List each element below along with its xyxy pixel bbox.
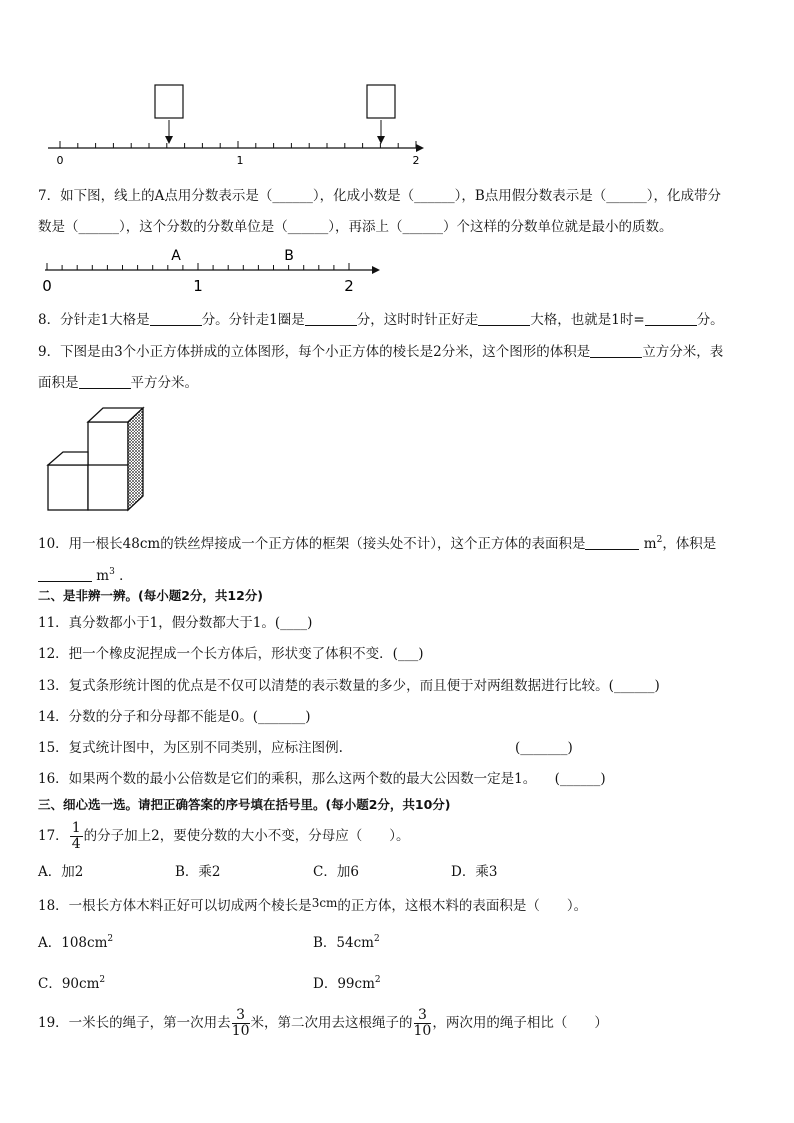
q14: 14．分数的分子和分母都不能是0。(_______): [38, 709, 311, 725]
tick-label-2: 2: [412, 154, 420, 167]
axis-arrow-icon: [416, 144, 424, 152]
number-line-1: [38, 80, 438, 170]
q8: 8．分针走1大格是 分。分针走1圈是 分，这时时针正好走 大格，也就是1时= 分。: [38, 312, 724, 328]
option-c[interactable]: C．$90cm^2$: [38, 975, 106, 992]
fraction: $\frac{3}{10}$: [231, 1007, 250, 1039]
q17: 17． $\frac{1}{4}$ 的分子加上2，要使分数的大小不变，分母应（ ）。: [38, 820, 410, 852]
q18-options-row2: [38, 970, 768, 994]
q18: 18．一根长方体木料正好可以切成两个棱长是3cm的正方体，这根木料的表面积是（ ）。: [38, 896, 588, 914]
blank[interactable]: [645, 311, 697, 326]
axis-ticks: [47, 263, 349, 270]
blank[interactable]: [585, 535, 639, 550]
point-b-label: B: [284, 248, 294, 264]
fraction: $\frac{1}{4}$: [71, 820, 81, 852]
q16-blank[interactable]: (______): [554, 771, 606, 787]
q10-line2: $m^3$ ．: [38, 562, 768, 586]
blank[interactable]: [590, 343, 642, 358]
answer-box-right[interactable]: [367, 85, 395, 118]
q18-options-row1: [38, 929, 768, 953]
q11: 11．真分数都小于1，假分数都大于1。(____): [38, 615, 313, 631]
blank[interactable]: [150, 311, 202, 326]
option-a[interactable]: A．$108cm^2$: [38, 934, 114, 951]
axis-arrow-icon: [372, 266, 380, 274]
blank[interactable]: [38, 567, 92, 582]
q12: 12．把一个橡皮泥捏成一个长方体后，形状变了体积不变．(___): [38, 646, 424, 662]
q15: 15．复式统计图中，为区别不同类别，应标注图例. (_______): [38, 740, 573, 756]
blank[interactable]: [478, 311, 530, 326]
blank[interactable]: [79, 374, 131, 389]
q17-options: [38, 862, 768, 882]
option-d[interactable]: D．$99cm^2$: [313, 975, 381, 992]
fraction: $\frac{3}{10}$: [413, 1007, 432, 1039]
q19: 19．一米长的绳子，第一次用去 $\frac{3}{10}$ 米，第二次用去这根绳子的 $\frac{3}{10}$ ，两次用的绳子相比（ ）: [38, 1007, 608, 1039]
tick-label-1: 1: [236, 154, 244, 167]
axis-ticks: [60, 141, 416, 148]
q13: 13．复式条形统计图的优点是不仅可以清楚的表示数量的多少，而且便于对两组数据进行比较。(______): [38, 678, 660, 694]
q9-line1: 9．下图是由3个小正方体拼成的立体图形，每个小正方体的棱长是2分米，这个图形的体积是 立方分米，表: [38, 344, 724, 360]
q15-blank[interactable]: (_______): [515, 740, 573, 756]
q16: 16．如果两个数的最小公倍数是它们的乘积，那么这两个数的最大公因数一定是1。 (______): [38, 771, 606, 787]
tick-label-0: 0: [56, 154, 64, 167]
option-c[interactable]: C．加6: [313, 864, 359, 880]
blank[interactable]: [305, 311, 357, 326]
tick-label-1: 1: [193, 277, 203, 295]
tick-label-0: 0: [42, 277, 52, 295]
arrow-right-head: [377, 136, 385, 144]
section-3-heading: 三、细心选一选。请把正确答案的序号填在括号里。(每小题2分，共10分): [38, 797, 451, 812]
option-d[interactable]: D．乘3: [451, 864, 498, 880]
q10-line1: 10．用一根长48cm的铁丝焊接成一个正方体的框架（接头处不计），这个正方体的表面积是 $m^2$，体积是: [38, 535, 717, 552]
number-line-2: [38, 246, 398, 296]
q9-line2: 面积是 平方分米。: [38, 375, 198, 391]
arrow-left-head: [165, 136, 173, 144]
tick-label-2: 2: [344, 277, 354, 295]
option-b[interactable]: B．$54cm^2$: [313, 934, 380, 951]
q7-line2: 数是（______），这个分数的分数单位是（______），再添上（______）个这样的分数单位就是最小的质数。: [38, 219, 673, 235]
option-a[interactable]: A．加2: [38, 864, 84, 880]
point-a-label: A: [171, 248, 181, 264]
cube-figure: [45, 402, 155, 514]
option-b[interactable]: B．乘2: [175, 864, 221, 880]
section-2-heading: 二、是非辨一辨。(每小题2分，共12分): [38, 588, 264, 603]
answer-box-left[interactable]: [155, 85, 183, 118]
q7-line1: 7．如下图，线上的A点用分数表示是（______），化成小数是（______），B点用假分数表示是（______），化成带分: [38, 188, 722, 204]
